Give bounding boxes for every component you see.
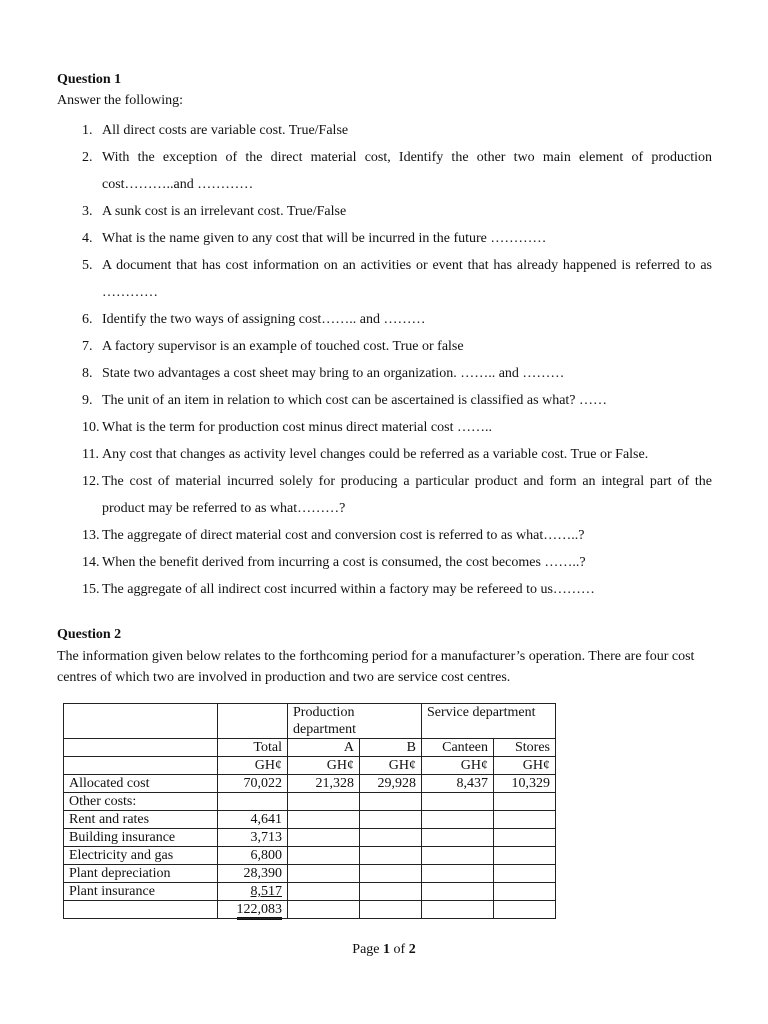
- table-cell-empty: [360, 829, 422, 847]
- list-item: [57, 468, 712, 522]
- footer-page-total: 2: [408, 942, 416, 957]
- question-2-paragraph: The information given below relates to the forthcoming period for a manufacturer’s operation. There are four cost centres of which two are involved in production and two are service cost centres.: [57, 649, 695, 685]
- currency-total: GH¢: [218, 757, 288, 775]
- list-item: [57, 387, 712, 414]
- list-item-number: [57, 468, 102, 522]
- cell-total: [218, 883, 288, 901]
- table-cell-empty: [360, 883, 422, 901]
- column-header-total: Total: [218, 739, 288, 757]
- list-item-number-text: 8.: [82, 366, 93, 381]
- table-cell-empty: [422, 793, 494, 811]
- row-label: Plant depreciation: [64, 865, 218, 883]
- table-cell-empty: [494, 901, 556, 919]
- list-item-text: What is the term for production cost minus direct material cost ……..: [102, 420, 492, 435]
- table-cell-empty: [218, 793, 288, 811]
- list-item-number: [57, 117, 102, 144]
- table-header-row-1: [64, 704, 556, 739]
- cell-total: 3,713: [218, 829, 288, 847]
- service-department-header: Service department: [422, 704, 556, 739]
- table-row: [64, 811, 556, 829]
- table-cell-empty: [360, 793, 422, 811]
- table-row-grand-total: [64, 901, 556, 919]
- list-item-number-text: 11.: [82, 447, 99, 462]
- table-cell-empty: [288, 793, 360, 811]
- table-cell-empty: [64, 704, 218, 739]
- list-item: [57, 522, 712, 549]
- list-item-text: A document that has cost information on an activities or event that has already happened is referred to as …………: [102, 258, 712, 300]
- table-cell-empty: [288, 865, 360, 883]
- list-item-number: [57, 387, 102, 414]
- double-underlined-value: 122,083: [237, 902, 283, 920]
- list-item-number: [57, 333, 102, 360]
- table-row-allocated: [64, 775, 556, 793]
- list-item-number: [57, 414, 102, 441]
- list-item-number: [57, 198, 102, 225]
- list-item-text: A sunk cost is an irrelevant cost. True/False: [102, 204, 347, 219]
- list-item-number-text: 4.: [82, 231, 93, 246]
- question-1-list: [57, 117, 712, 603]
- table-cell-empty: [64, 757, 218, 775]
- list-item-number-text: 10.: [82, 420, 100, 435]
- cell-a: 21,328: [288, 775, 360, 793]
- list-item-number: [57, 549, 102, 576]
- table-cell-empty: [494, 811, 556, 829]
- cell-total: 70,022: [218, 775, 288, 793]
- list-item-number: [57, 360, 102, 387]
- currency-canteen: GH¢: [422, 757, 494, 775]
- table-cell-empty: [494, 847, 556, 865]
- page-footer: [0, 942, 768, 958]
- table-row: [64, 883, 556, 901]
- footer-prefix: Page: [352, 942, 384, 957]
- table-cell-empty: [422, 847, 494, 865]
- column-header-canteen: Canteen: [422, 739, 494, 757]
- list-item-number-text: 2.: [82, 150, 93, 165]
- list-item-text: The aggregate of direct material cost and conversion cost is referred to as what……..?: [102, 528, 585, 543]
- list-item-number-text: 14.: [82, 555, 100, 570]
- footer-of: of: [390, 942, 409, 957]
- table-cell-empty: [64, 739, 218, 757]
- list-item-number: [57, 441, 102, 468]
- table-cell-empty: [422, 865, 494, 883]
- list-item-text: With the exception of the direct material cost, Identify the other two main element of production cost………..and …………: [102, 150, 712, 192]
- table-row-other-costs: [64, 793, 556, 811]
- table-cell-empty: [288, 811, 360, 829]
- table-cell-empty: [360, 847, 422, 865]
- cell-total: 6,800: [218, 847, 288, 865]
- list-item-number: [57, 252, 102, 306]
- list-item-number-text: 7.: [82, 339, 93, 354]
- list-item-number-text: 5.: [82, 258, 93, 273]
- column-header-b: B: [360, 739, 422, 757]
- list-item-number-text: 3.: [82, 204, 93, 219]
- table-row: [64, 847, 556, 865]
- question-1-intro: Answer the following:: [57, 93, 183, 108]
- row-label: Electricity and gas: [64, 847, 218, 865]
- list-item: [57, 360, 712, 387]
- row-label: Building insurance: [64, 829, 218, 847]
- currency-b: GH¢: [360, 757, 422, 775]
- footer-page-number: 1: [383, 942, 391, 957]
- row-label: Other costs:: [64, 793, 218, 811]
- currency-stores: GH¢: [494, 757, 556, 775]
- cell-grand-total: [218, 901, 288, 919]
- cell-canteen: 8,437: [422, 775, 494, 793]
- list-item-number-text: 9.: [82, 393, 93, 408]
- cell-b: 29,928: [360, 775, 422, 793]
- table-cell-empty: [422, 811, 494, 829]
- table-currency-row: [64, 757, 556, 775]
- table-cell-empty: [494, 883, 556, 901]
- table-row: [64, 829, 556, 847]
- cell-stores: 10,329: [494, 775, 556, 793]
- column-header-a: A: [288, 739, 360, 757]
- list-item: [57, 225, 712, 252]
- list-item-number-text: 13.: [82, 528, 100, 543]
- cell-total: 28,390: [218, 865, 288, 883]
- list-item-text: Identify the two ways of assigning cost…….. and ………: [102, 312, 426, 327]
- table-cell-empty: [360, 811, 422, 829]
- list-item-number: [57, 522, 102, 549]
- list-item: [57, 144, 712, 198]
- list-item-number: [57, 306, 102, 333]
- list-item-text: The cost of material incurred solely for producing a particular product and form an integral part of the product may be referred to as what………?: [102, 474, 712, 516]
- question-1-section: [57, 69, 712, 603]
- list-item-number: [57, 576, 102, 603]
- table-cell-empty: [360, 901, 422, 919]
- list-item-number-text: 15.: [82, 582, 100, 597]
- list-item-text: What is the name given to any cost that will be incurred in the future …………: [102, 231, 547, 246]
- table-cell-empty: [494, 793, 556, 811]
- list-item: [57, 414, 712, 441]
- row-label: Plant insurance: [64, 883, 218, 901]
- table-cell-empty: [422, 901, 494, 919]
- list-item-text: A factory supervisor is an example of touched cost. True or false: [102, 339, 464, 354]
- list-item-text: The aggregate of all indirect cost incurred within a factory may be refereed to us………: [102, 582, 595, 597]
- list-item-number-text: 12.: [82, 474, 100, 489]
- list-item-text: All direct costs are variable cost. True/False: [102, 123, 349, 138]
- table-cell-empty: [494, 865, 556, 883]
- question-2-section: [57, 624, 712, 688]
- column-header-stores: Stores: [494, 739, 556, 757]
- list-item: [57, 306, 712, 333]
- list-item-text: When the benefit derived from incurring a cost is consumed, the cost becomes ……..?: [102, 555, 586, 570]
- row-label: Allocated cost: [64, 775, 218, 793]
- list-item: [57, 333, 712, 360]
- table-cell-empty: [288, 829, 360, 847]
- table-cell-empty: [288, 901, 360, 919]
- list-item-text: The unit of an item in relation to which cost can be ascertained is classified as what? ……: [102, 393, 608, 408]
- underlined-value: 8,517: [250, 884, 282, 899]
- table-row: [64, 865, 556, 883]
- table-cell-empty: [494, 829, 556, 847]
- list-item: [57, 117, 712, 144]
- question-2-heading: Question 2: [57, 627, 122, 642]
- cell-total: 4,641: [218, 811, 288, 829]
- list-item: [57, 576, 712, 603]
- list-item-number: [57, 144, 102, 198]
- table-cell-empty: [422, 883, 494, 901]
- list-item: [57, 441, 712, 468]
- cost-table: [63, 703, 556, 919]
- list-item-text: State two advantages a cost sheet may bring to an organization. …….. and ………: [102, 366, 565, 381]
- production-department-header: Production department: [288, 704, 422, 739]
- list-item-text: Any cost that changes as activity level changes could be referred as a variable cost. True or False.: [102, 447, 649, 462]
- table-cell-empty: [288, 883, 360, 901]
- table-cell-empty: [360, 865, 422, 883]
- list-item-number-text: 6.: [82, 312, 93, 327]
- currency-a: GH¢: [288, 757, 360, 775]
- question-1-heading: Question 1: [57, 72, 122, 87]
- table-cell-empty: [64, 901, 218, 919]
- list-item: [57, 198, 712, 225]
- list-item-number: [57, 225, 102, 252]
- list-item-number-text: 1.: [82, 123, 93, 138]
- list-item: [57, 252, 712, 306]
- table-cell-empty: [422, 829, 494, 847]
- table-cell-empty: [218, 704, 288, 739]
- list-item: [57, 549, 712, 576]
- table-cell-empty: [288, 847, 360, 865]
- table-header-row-2: [64, 739, 556, 757]
- row-label: Rent and rates: [64, 811, 218, 829]
